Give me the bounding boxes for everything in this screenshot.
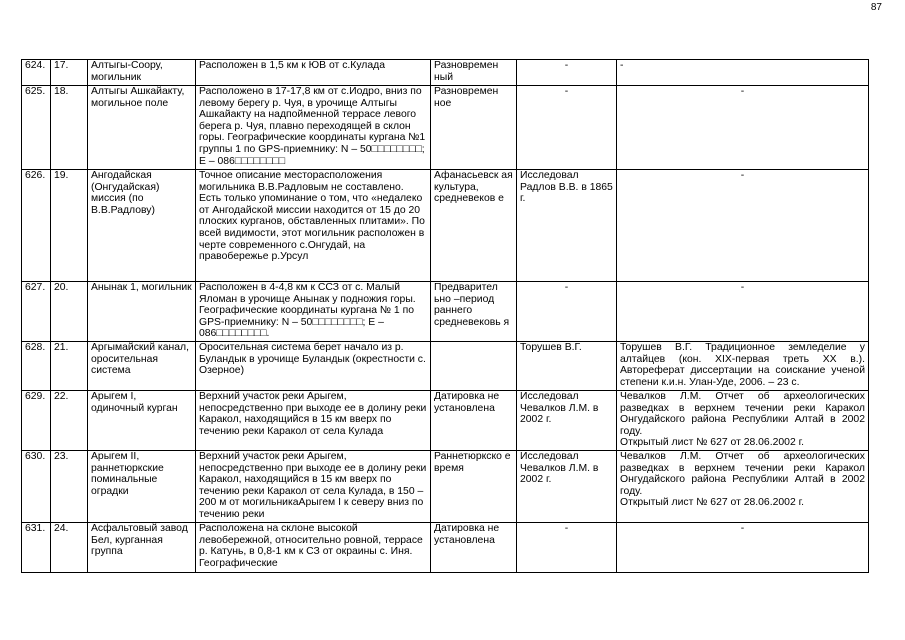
monument-name: Ангодайская (Онгудайская) миссия (по В.В.Радлову) bbox=[88, 170, 196, 282]
literature-cell bbox=[617, 451, 869, 523]
literature-info: - bbox=[617, 60, 869, 86]
table-row bbox=[22, 170, 869, 282]
monument-location: Расположен в 1,5 км к ЮВ от с.Кулада bbox=[196, 60, 431, 86]
monument-dating: Разновремен ный bbox=[431, 60, 517, 86]
literature-info: Торушев В.Г. Традиционное земледелие у алтайцев (кон. XIX-первая треть XX в.). Автореферат диссертации на соискание ученой степени к.и.н. Улан-Уде, 2006. – 23 с. bbox=[617, 342, 869, 391]
row-number: 629. bbox=[22, 391, 51, 451]
row-subnumber: 21. bbox=[51, 342, 88, 391]
research-info: Исследовал Чевалков Л.М. в 2002 г. bbox=[517, 451, 617, 523]
monument-location: Расположена на склоне высокой левобережной, относительно ровной, террасе р. Катунь, в 0,8-1 км к СЗ от окраины с. Иня. Географические bbox=[196, 523, 431, 573]
research-info: Исследовал Чевалков Л.М. в 2002 г. bbox=[517, 391, 617, 451]
table-row bbox=[22, 523, 869, 573]
monument-dating: Разновремен ное bbox=[431, 86, 517, 170]
monuments-table bbox=[21, 59, 869, 573]
row-subnumber: 20. bbox=[51, 282, 88, 342]
literature-info: - bbox=[617, 86, 869, 170]
table-row bbox=[22, 60, 869, 86]
row-number: 624. bbox=[22, 60, 51, 86]
research-info: - bbox=[517, 523, 617, 573]
literature-info: - bbox=[617, 282, 869, 342]
literature-info: Чевалков Л.М. Отчет об археологических разведках в верхнем течении реки Каракол Онгудайского района Республики Алтай в 2002 году. bbox=[620, 451, 865, 497]
row-number: 628. bbox=[22, 342, 51, 391]
table-row bbox=[22, 282, 869, 342]
literature-info: - bbox=[617, 170, 869, 282]
page-number: 87 bbox=[870, 2, 882, 13]
row-number: 626. bbox=[22, 170, 51, 282]
literature-info: - bbox=[617, 523, 869, 573]
monument-location: Точное описание месторасположения могильника В.В.Радловым не составлено. Есть только упоминание о том, что «недалеко от Ангодайской миссии находится от 15 до 20 плоских курганов, обставленных плитами». По всей видимости, этот могильник расположен в черте современного с.Онгудай, на правобережье р.Урсул bbox=[196, 170, 431, 282]
monument-name: Алтыгы-Соору, могильник bbox=[88, 60, 196, 86]
monument-location: Верхний участок реки Арыгем, непосредственно при выходе ее в долину реки Каракол, находящийся в 15 км вверх по течению реки Каракол от села Кулада bbox=[196, 391, 431, 451]
row-number: 627. bbox=[22, 282, 51, 342]
monument-name: Анынак 1, могильник bbox=[88, 282, 196, 342]
research-info: Торушев В.Г. bbox=[517, 342, 617, 391]
monument-dating: Датировка не установлена bbox=[431, 391, 517, 451]
monument-location: Верхний участок реки Арыгем, непосредственно при выходе ее в долину реки Каракол, находящийся в 15 км вверх по течению реки Каракол от села Кулада, в 150 – 200 м от могильникаАрыгем I к северу вниз по течению реки bbox=[196, 451, 431, 523]
row-subnumber: 19. bbox=[51, 170, 88, 282]
research-info: - bbox=[517, 60, 617, 86]
table-row bbox=[22, 391, 869, 451]
monument-dating bbox=[431, 342, 517, 391]
monument-location: Расположено в 17-17,8 км от с.Иодро, вниз по левому берегу р. Чуя, в урочище Алтыгы Ашкайакту на надпойменной террасе левого берега р. Чуя, плавно переходящей в склон горы. Географические координаты кургана №1 группы 1 по GPS-приемнику: N – 50□□□□□□□□; E – 086□□□□□□□□ bbox=[196, 86, 431, 170]
row-subnumber: 22. bbox=[51, 391, 88, 451]
table-row bbox=[22, 451, 869, 523]
literature-cell bbox=[617, 391, 869, 451]
permit-info: Открытый лист № 627 от 28.06.2002 г. bbox=[620, 497, 805, 509]
research-info: - bbox=[517, 282, 617, 342]
monument-location: Расположен в 4-4,8 км к ССЗ от с. Малый Яломан в урочище Анынак у подножия горы. Географические координаты кургана № 1 по GPS-приемнику: N – 50□□□□□□□□; E – 086□□□□□□□□. bbox=[196, 282, 431, 342]
monument-name: Асфальтовый завод Бел, курганная группа bbox=[88, 523, 196, 573]
monument-dating: Раннетюркско е время bbox=[431, 451, 517, 523]
permit-info: Открытый лист № 627 от 28.06.2002 г. bbox=[620, 437, 805, 449]
row-number: 631. bbox=[22, 523, 51, 573]
monument-name: Арыгем II, раннетюркские поминальные оградки bbox=[88, 451, 196, 523]
monument-dating: Предварител ьно –период раннего средневековь я bbox=[431, 282, 517, 342]
monument-dating: Афанасьевск ая культура, средневеков е bbox=[431, 170, 517, 282]
literature-info: Чевалков Л.М. Отчет об археологических разведках в верхнем течении реки Каракол Онгудайского района Республики Алтай в 2002 году. bbox=[620, 391, 865, 437]
row-subnumber: 17. bbox=[51, 60, 88, 86]
row-subnumber: 18. bbox=[51, 86, 88, 170]
research-info: Исследовал Радлов В.В. в 1865 г. bbox=[517, 170, 617, 282]
monument-name: Алтыгы Ашкайакту, могильное поле bbox=[88, 86, 196, 170]
table-row bbox=[22, 86, 869, 170]
row-number: 625. bbox=[22, 86, 51, 170]
table-row bbox=[22, 342, 869, 391]
row-subnumber: 24. bbox=[51, 523, 88, 573]
monument-location: Оросительная система берет начало из р. Буландык в урочище Буландык (окрестности с. Озерное) bbox=[196, 342, 431, 391]
row-subnumber: 23. bbox=[51, 451, 88, 523]
table-body bbox=[22, 60, 869, 573]
monument-dating: Датировка не установлена bbox=[431, 523, 517, 573]
research-info: - bbox=[517, 86, 617, 170]
monument-name: Арыгем I, одиночный курган bbox=[88, 391, 196, 451]
row-number: 630. bbox=[22, 451, 51, 523]
monument-name: Аргымайский канал, оросительная система bbox=[88, 342, 196, 391]
